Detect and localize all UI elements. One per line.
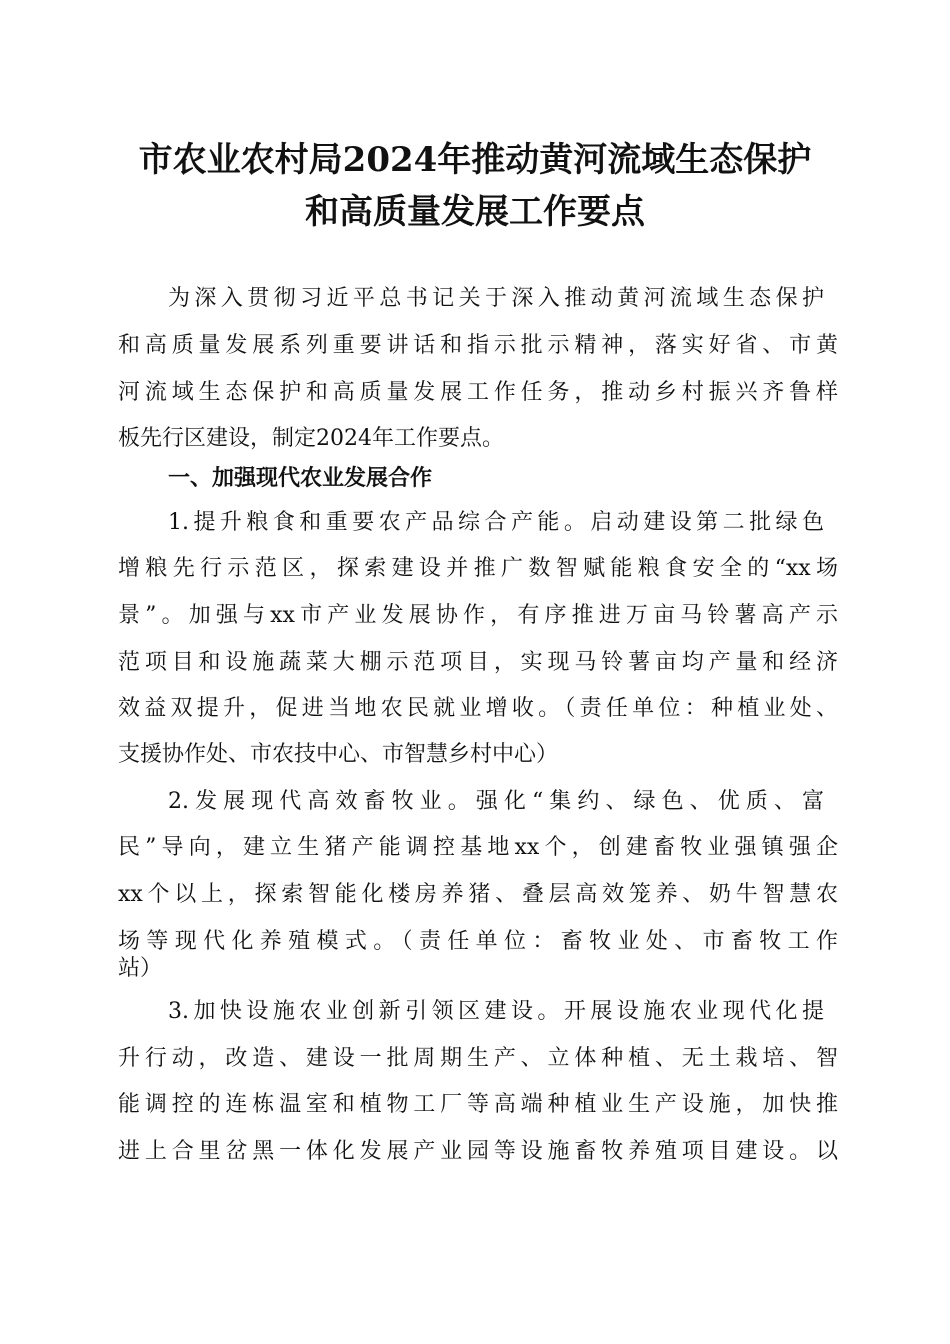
item-3-line: 能调控的连栋温室和植物工厂等高端种植业生产设施，加快推 [118,1092,838,1117]
item-1-line: 支援协作处、市农技中心、市智慧乡村中心） [118,742,559,767]
item-3-line: 升行动，改造、建设一批周期生产、立体种植、无土栽培、智 [118,1046,838,1071]
item-1-line: 1.提升粮食和重要农产品综合产能。启动建设第二批绿色 [168,510,824,535]
intro-line: 板先行区建设，制定2024年工作要点。 [118,426,504,451]
item-1-line: 景”。加强与xx市产业发展协作，有序推进万亩马铃薯高产示 [118,603,838,628]
intro-line: 河流域生态保护和高质量发展工作任务，推动乡村振兴齐鲁样 [118,380,838,405]
item-2-line: 2.发展现代高效畜牧业。强化“集约、绿色、优质、富 [168,789,824,814]
item-1-line: 效益双提升，促进当地农民就业增收。（责任单位：种植业处、 [118,696,838,721]
item-2-line: 民”导向，建立生猪产能调控基地xx个，创建畜牧业强镇强企 [118,835,838,860]
document-title-line-1: 市农业农村局2024年推动黄河流域生态保护 [138,140,812,180]
intro-line: 为深入贯彻习近平总书记关于深入推动黄河流域生态保护 [168,286,824,311]
item-2-line: 站） [118,956,163,981]
section-heading: 一、加强现代农业发展合作 [168,466,433,491]
item-1-line: 增粮先行示范区，探索建设并推广数智赋能粮食安全的“xx场 [118,556,838,581]
item-3-line: 进上合里岔黑一体化发展产业园等设施畜牧养殖项目建设。以 [118,1139,838,1164]
item-2-line: xx个以上，探索智能化楼房养猪、叠层高效笼养、奶牛智慧农 [118,882,838,907]
item-2-line: 场等现代化养殖模式。（责任单位：畜牧业处、市畜牧工作 [118,929,838,954]
intro-line: 和高质量发展系列重要讲话和指示批示精神，落实好省、市黄 [118,333,838,358]
item-1-line: 范项目和设施蔬菜大棚示范项目，实现马铃薯亩均产量和经济 [118,650,838,675]
item-3-line: 3.加快设施农业创新引领区建设。开展设施农业现代化提 [168,999,824,1024]
document-title-line-2: 和高质量发展工作要点 [305,192,645,232]
